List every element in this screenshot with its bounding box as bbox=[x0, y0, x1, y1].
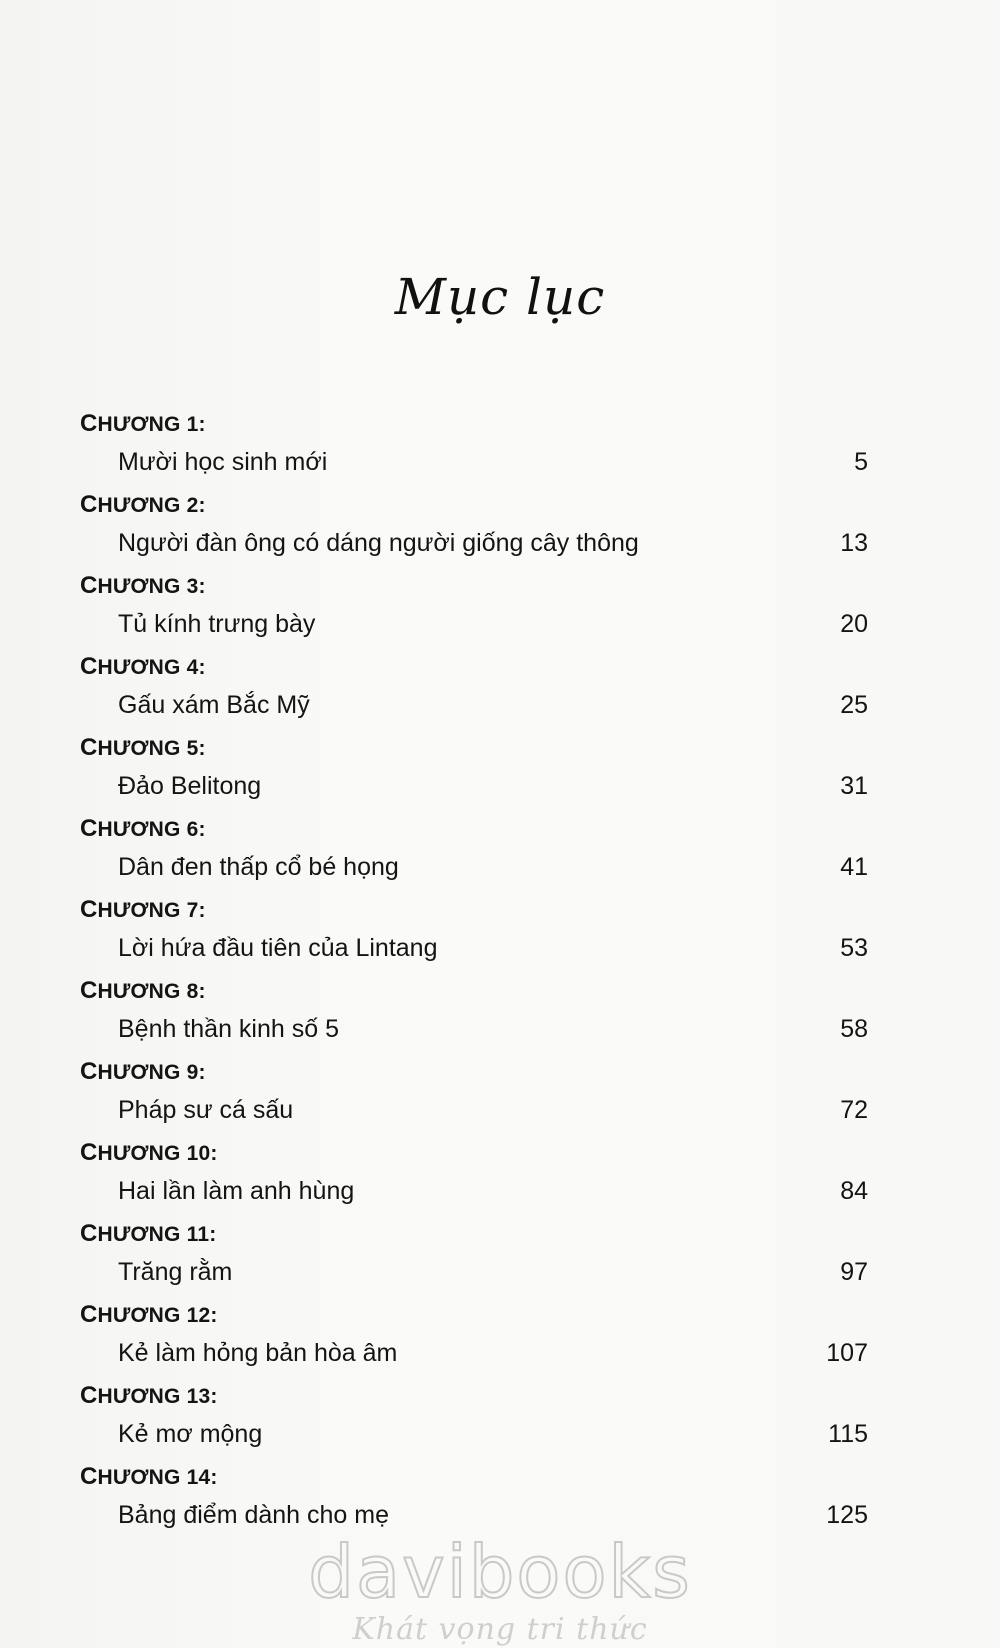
page-number: 13 bbox=[840, 529, 868, 557]
bleed-through-text bbox=[70, 95, 870, 136]
page-number: 97 bbox=[840, 1258, 868, 1286]
chapter-prefix-rest: HƯƠNG bbox=[97, 1223, 181, 1246]
toc-entry bbox=[78, 1058, 868, 1139]
chapter-number: 10: bbox=[186, 1142, 218, 1165]
chapter-label bbox=[80, 977, 206, 1005]
chapter-number: 5: bbox=[186, 737, 206, 760]
toc-entry bbox=[78, 1139, 868, 1220]
chapter-number: 4: bbox=[186, 656, 206, 679]
chapter-number: 7: bbox=[186, 899, 206, 922]
toc-entry bbox=[78, 491, 868, 572]
chapter-title: Kẻ làm hỏng bản hòa âm bbox=[118, 1339, 398, 1367]
chapter-prefix-initial: C bbox=[80, 572, 98, 599]
chapter-label bbox=[80, 653, 206, 681]
page-number: 20 bbox=[840, 610, 868, 638]
page-number: 107 bbox=[826, 1339, 868, 1367]
chapter-prefix-rest: HƯƠNG bbox=[97, 818, 181, 841]
chapter-number: 13: bbox=[186, 1385, 218, 1408]
chapter-number: 14: bbox=[186, 1466, 218, 1489]
toc-entry bbox=[78, 977, 868, 1058]
chapter-prefix-rest: HƯƠNG bbox=[97, 1061, 181, 1084]
chapter-number: 9: bbox=[186, 1061, 206, 1084]
chapter-label bbox=[80, 1463, 218, 1491]
chapter-prefix-rest: HƯƠNG bbox=[97, 1466, 181, 1489]
page-number: 84 bbox=[840, 1177, 868, 1205]
chapter-label bbox=[80, 734, 206, 762]
chapter-prefix-rest: HƯƠNG bbox=[97, 899, 181, 922]
table-of-contents bbox=[78, 410, 868, 1544]
page-number: 31 bbox=[840, 772, 868, 800]
page-number: 125 bbox=[826, 1501, 868, 1529]
chapter-label bbox=[80, 1220, 216, 1248]
chapter-prefix-initial: C bbox=[80, 410, 98, 437]
page-title: Mục lục bbox=[394, 268, 606, 326]
chapter-prefix-rest: HƯƠNG bbox=[97, 737, 181, 760]
toc-entry bbox=[78, 1220, 868, 1301]
chapter-prefix-initial: C bbox=[80, 734, 98, 761]
chapter-prefix-initial: C bbox=[80, 896, 98, 923]
chapter-title: Pháp sư cá sấu bbox=[118, 1096, 294, 1124]
chapter-prefix-initial: C bbox=[80, 1463, 98, 1490]
chapter-prefix-rest: HƯƠNG bbox=[97, 980, 181, 1003]
chapter-prefix-rest: HƯƠNG bbox=[97, 575, 181, 598]
toc-entry bbox=[78, 896, 868, 977]
chapter-label bbox=[80, 896, 206, 924]
chapter-title: Trăng rằm bbox=[118, 1258, 233, 1286]
chapter-number: 12: bbox=[186, 1304, 218, 1327]
chapter-prefix-initial: C bbox=[80, 1220, 98, 1247]
page-number: 25 bbox=[840, 691, 868, 719]
chapter-prefix-initial: C bbox=[80, 653, 98, 680]
chapter-prefix-initial: C bbox=[80, 1382, 98, 1409]
chapter-title: Tủ kính trưng bày bbox=[118, 610, 316, 638]
chapter-prefix-initial: C bbox=[80, 1058, 98, 1085]
chapter-title: Lời hứa đầu tiên của Lintang bbox=[118, 934, 438, 962]
chapter-number: 2: bbox=[186, 494, 206, 517]
toc-entry bbox=[78, 653, 868, 734]
chapter-prefix-initial: C bbox=[80, 491, 98, 518]
toc-entry bbox=[78, 815, 868, 896]
chapter-title: Kẻ mơ mộng bbox=[118, 1420, 263, 1448]
chapter-number: 6: bbox=[186, 818, 206, 841]
toc-entry bbox=[78, 1382, 868, 1463]
chapter-label bbox=[80, 491, 206, 519]
toc-entry bbox=[78, 1301, 868, 1382]
chapter-title: Mười học sinh mới bbox=[118, 448, 328, 476]
chapter-title: Dân đen thấp cổ bé họng bbox=[118, 853, 399, 881]
toc-entry bbox=[78, 572, 868, 653]
page-number: 53 bbox=[840, 934, 868, 962]
chapter-label bbox=[80, 1301, 218, 1329]
chapter-prefix-rest: HƯƠNG bbox=[97, 656, 181, 679]
chapter-title: Hai lần làm anh hùng bbox=[118, 1177, 355, 1205]
chapter-number: 1: bbox=[186, 413, 206, 436]
chapter-title: Người đàn ông có dáng người giống cây thông bbox=[118, 529, 639, 557]
chapter-title: Đảo Belitong bbox=[118, 772, 262, 800]
chapter-label bbox=[80, 1058, 206, 1086]
chapter-prefix-initial: C bbox=[80, 1301, 98, 1328]
chapter-prefix-initial: C bbox=[80, 815, 98, 842]
chapter-prefix-rest: HƯƠNG bbox=[97, 1142, 181, 1165]
page-number: 41 bbox=[840, 853, 868, 881]
chapter-label bbox=[80, 1139, 218, 1167]
toc-entry bbox=[78, 410, 868, 491]
chapter-number: 8: bbox=[186, 980, 206, 1003]
chapter-prefix-rest: HƯƠNG bbox=[97, 1385, 181, 1408]
chapter-number: 3: bbox=[186, 575, 206, 598]
watermark-tagline: Khát vọng tri thức bbox=[352, 1612, 648, 1647]
chapter-title: Bệnh thần kinh số 5 bbox=[118, 1015, 339, 1043]
page-number: 115 bbox=[828, 1420, 868, 1448]
page-number: 58 bbox=[840, 1015, 868, 1043]
chapter-prefix-initial: C bbox=[80, 977, 98, 1004]
watermark-brand: davibooks bbox=[308, 1530, 692, 1614]
page-number: 72 bbox=[840, 1096, 868, 1124]
chapter-label bbox=[80, 815, 206, 843]
chapter-prefix-rest: HƯƠNG bbox=[97, 1304, 181, 1327]
chapter-number: 11: bbox=[186, 1223, 217, 1246]
page-number: 5 bbox=[854, 448, 868, 476]
toc-entry bbox=[78, 1463, 868, 1544]
chapter-label bbox=[80, 572, 206, 600]
chapter-prefix-rest: HƯƠNG bbox=[97, 494, 181, 517]
chapter-title: Bảng điểm dành cho mẹ bbox=[118, 1501, 390, 1529]
chapter-label bbox=[80, 410, 206, 438]
chapter-prefix-initial: C bbox=[80, 1139, 98, 1166]
chapter-prefix-rest: HƯƠNG bbox=[97, 413, 181, 436]
chapter-label bbox=[80, 1382, 218, 1410]
toc-entry bbox=[78, 734, 868, 815]
chapter-title: Gấu xám Bắc Mỹ bbox=[118, 691, 310, 719]
